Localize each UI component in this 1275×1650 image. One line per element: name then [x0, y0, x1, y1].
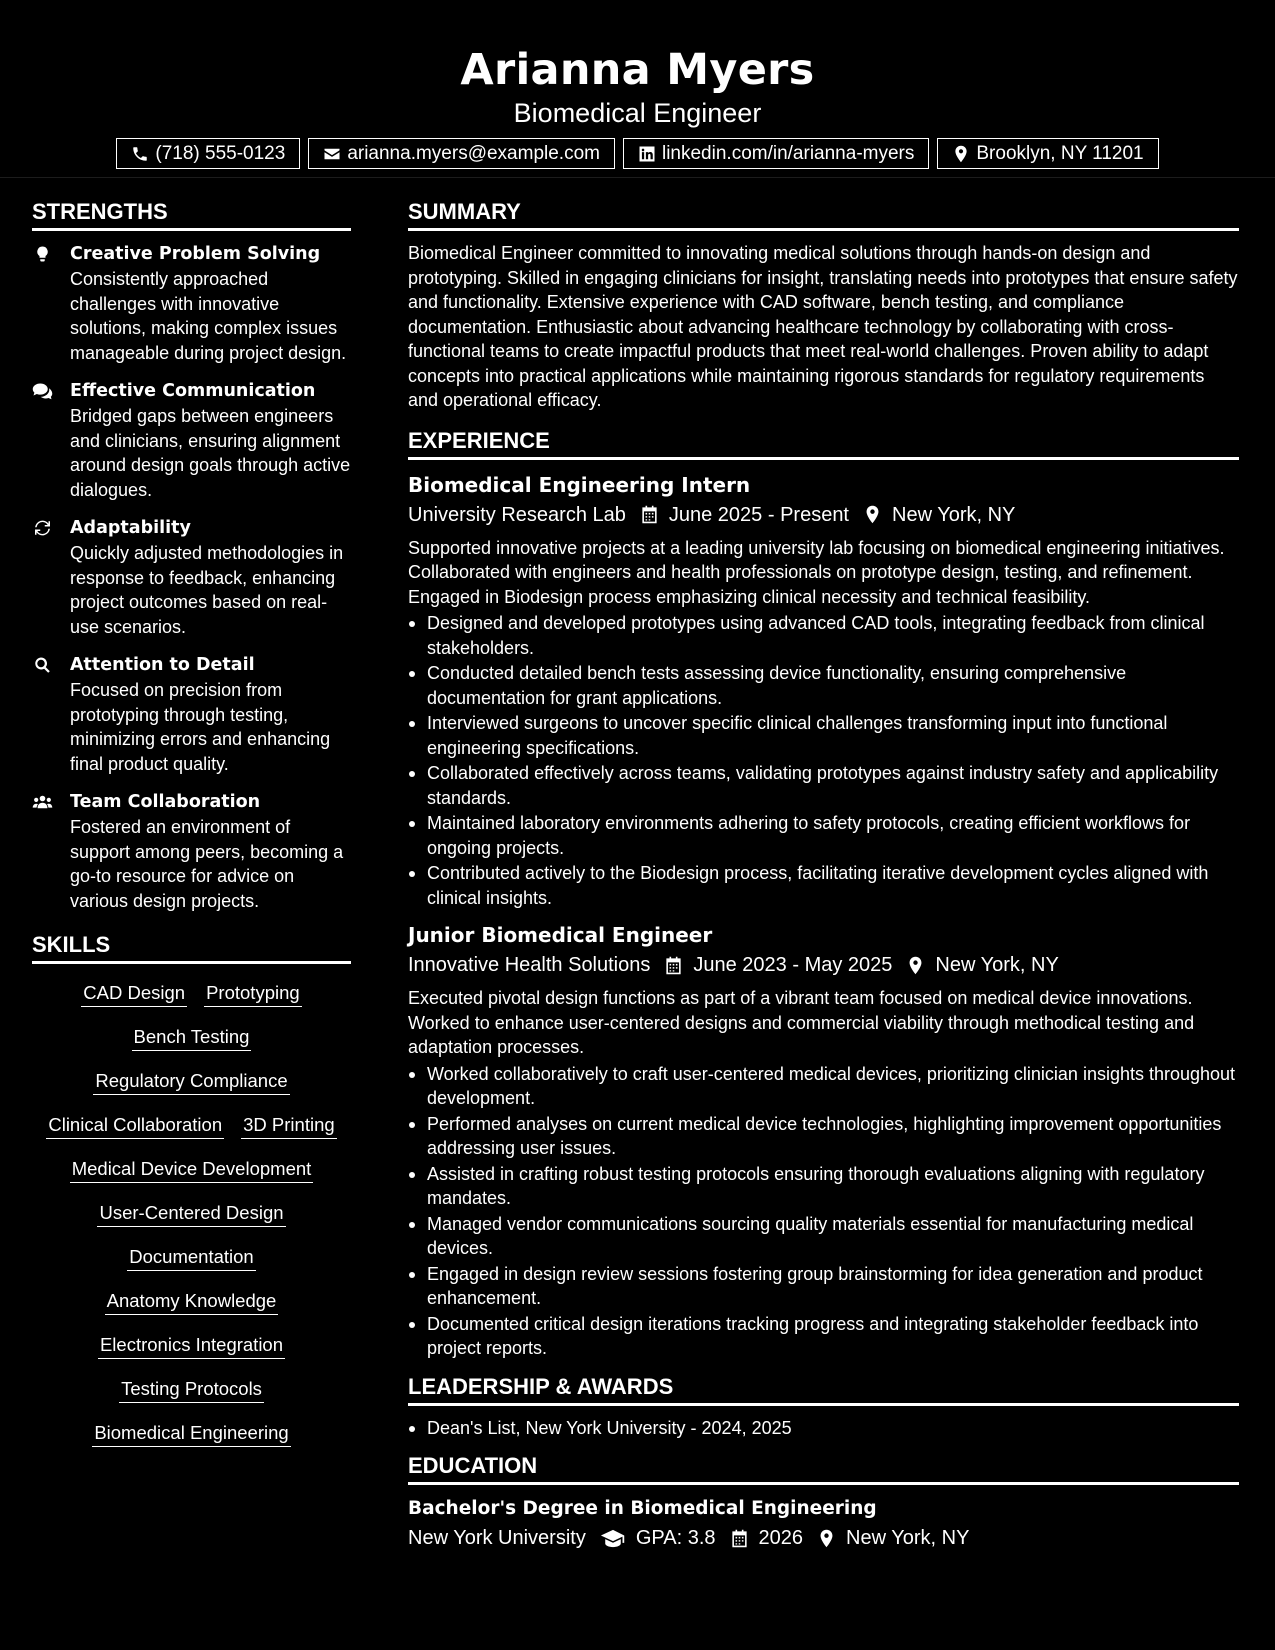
skill-tag: User-Centered Design: [97, 1200, 285, 1227]
strength-description: Focused on precision from prototyping through testing, minimizing errors and enhancing final product quality.: [70, 680, 331, 774]
skill-tag: Documentation: [127, 1244, 255, 1271]
awards-list: [408, 1416, 1239, 1441]
list-item: Collaborated effectively across teams, validating prototypes against industry safety and applicability standards.: [408, 761, 1239, 810]
job-meta: [408, 950, 1239, 980]
job-dates: June 2023 - May 2025: [693, 954, 893, 976]
strength-description: Quickly adjusted methodologies in response to feedback, enhancing project outcomes based on real-use scenarios.: [70, 543, 344, 637]
summary-heading: SUMMARY: [408, 196, 1239, 231]
graduation-year: 2026: [758, 1527, 804, 1549]
job-title: Junior Biomedical Engineer: [408, 923, 713, 947]
skill-tag: Bench Testing: [132, 1024, 252, 1051]
sync-icon: [32, 519, 53, 537]
list-item: Worked collaboratively to craft user-centered medical devices, prioritizing clinician insights throughout development.: [408, 1062, 1239, 1111]
job-meta: [408, 500, 1239, 530]
skill-tag: Medical Device Development: [70, 1156, 314, 1183]
strength-item: [32, 378, 351, 502]
skill-tag: Clinical Collaboration: [46, 1112, 224, 1139]
linkedin-icon: [638, 145, 656, 163]
gpa: GPA: 3.8: [635, 1527, 716, 1549]
strengths-list: [32, 241, 351, 913]
job-company: University Research Lab: [408, 503, 626, 526]
list-item: Assisted in crafting robust testing protocols ensuring thorough evaluations aligning with regulatory mandates.: [408, 1162, 1239, 1211]
comments-icon: [32, 382, 53, 400]
map-marker-icon: [817, 1529, 836, 1548]
list-item: Documented critical design iterations tracking progress and integrating stakeholder feedback into project reports.: [408, 1312, 1239, 1361]
strength-title: Attention to Detail: [70, 655, 255, 675]
map-marker-icon: [863, 505, 882, 524]
job-bullets: [408, 1062, 1239, 1361]
calendar-icon: [664, 956, 683, 975]
job-company: Innovative Health Solutions: [408, 954, 651, 976]
map-marker-icon: [952, 145, 970, 163]
skill-tag: Anatomy Knowledge: [105, 1288, 279, 1315]
list-item: Interviewed surgeons to uncover specific clinical challenges transforming input into functional engineering specifications.: [408, 711, 1239, 760]
search-icon: [32, 656, 53, 674]
strength-title: Team Collaboration: [70, 792, 261, 812]
job-bullets: [408, 611, 1239, 910]
candidate-name: Arianna Myers: [460, 45, 815, 95]
skill-tag: Testing Protocols: [119, 1376, 264, 1403]
email-text: arianna.myers@example.com: [347, 142, 600, 164]
school-name: New York University: [408, 1527, 586, 1549]
awards-heading: LEADERSHIP & AWARDS: [408, 1371, 1239, 1406]
job-entry: [408, 470, 1239, 911]
linkedin-text: linkedin.com/in/arianna-myers: [661, 142, 915, 164]
phone-icon: [131, 145, 149, 163]
skill-tag: Regulatory Compliance: [93, 1068, 289, 1095]
job-location: New York, NY: [935, 954, 1059, 976]
contact-location[interactable]: [937, 138, 1158, 169]
skill-tag: Prototyping: [204, 980, 302, 1007]
list-item: Dean's List, New York University - 2024, 2025: [408, 1416, 1239, 1441]
contact-linkedin[interactable]: [623, 138, 929, 169]
list-item: Managed vendor communications sourcing quality materials essential for manufacturing medical devices.: [408, 1212, 1239, 1261]
users-icon: [32, 793, 53, 811]
left-column: [32, 196, 351, 1447]
strengths-heading: STRENGTHS: [32, 196, 351, 231]
education-meta: [408, 1523, 1239, 1553]
list-item: Maintained laboratory environments adhering to safety protocols, creating efficient workflows for ongoing projects.: [408, 811, 1239, 860]
map-marker-icon: [906, 956, 925, 975]
strength-item: [32, 241, 351, 365]
strength-item: [32, 515, 351, 639]
list-item: Performed analyses on current medical device technologies, highlighting improvement opportunities addressing user issues.: [408, 1112, 1239, 1161]
skill-tag: 3D Printing: [241, 1112, 337, 1139]
skills-list: [32, 974, 351, 1447]
job-description: Supported innovative projects at a leading university lab focusing on biomedical engineering initiatives. Collaborated with engineers and health professionals on prototype design, testing, and refinement. Engaged in Biodesign process emphasizing clinical necessity and technical feasibility.: [408, 537, 1225, 607]
calendar-icon: [730, 1529, 749, 1548]
skill-tag: Biomedical Engineering: [92, 1420, 290, 1447]
summary-text: Biomedical Engineer committed to innovating medical solutions through hands-on design and prototyping. Skilled in engaging clinicians for insight, translating needs into prototypes that ensure safety and functionality. Extensive experience with CAD software, bench testing, and compliance documentation. Enthusiastic about advancing healthcare technology by collaborating with cross-functional teams to create impactful products that meet real-world challenges. Proven ability to adapt concepts into practical applications while maintaining rigorous standards for regulatory requirements and operational efficacy.: [408, 243, 1238, 410]
experience-heading: EXPERIENCE: [408, 425, 1239, 460]
skill-tag: CAD Design: [81, 980, 187, 1007]
right-column: [408, 196, 1239, 1559]
lightbulb-icon: [32, 245, 53, 263]
skill-tag: Electronics Integration: [98, 1332, 285, 1359]
strength-item: [32, 789, 351, 913]
strength-title: Creative Problem Solving: [70, 244, 321, 264]
list-item: Contributed actively to the Biodesign process, facilitating iterative development cycles aligned with clinical insights.: [408, 861, 1239, 910]
job-dates: June 2025 - Present: [668, 503, 849, 526]
strength-item: [32, 652, 351, 776]
graduation-cap-icon: [600, 1529, 626, 1548]
strength-title: Adaptability: [70, 518, 191, 538]
education-heading: EDUCATION: [408, 1450, 1239, 1485]
resume-header: [0, 0, 1275, 178]
contact-email[interactable]: [308, 138, 615, 169]
job-title: Biomedical Engineering Intern: [408, 472, 751, 497]
list-item: Engaged in design review sessions fostering group brainstorming for idea generation and product enhancement.: [408, 1262, 1239, 1311]
contact-bar: [0, 138, 1275, 169]
phone-text: (718) 555-0123: [155, 142, 286, 164]
strength-title: Effective Communication: [70, 381, 316, 401]
degree-title: Bachelor's Degree in Biomedical Engineering: [408, 1498, 877, 1519]
envelope-icon: [323, 145, 341, 163]
education-location: New York, NY: [846, 1527, 970, 1549]
strength-description: Consistently approached challenges with innovative solutions, making complex issues manageable during project design.: [70, 269, 347, 363]
job-entry: [408, 920, 1239, 1361]
job-description: Executed pivotal design functions as part of a vibrant team focused on medical device innovations. Worked to enhance user-centered designs and commercial viability through methodical testing and adaptation processes.: [408, 988, 1195, 1057]
candidate-role: Biomedical Engineer: [513, 98, 762, 128]
calendar-icon: [640, 505, 659, 524]
contact-phone[interactable]: [116, 138, 300, 169]
location-text: Brooklyn, NY 11201: [976, 142, 1144, 164]
strength-description: Fostered an environment of support among peers, becoming a go-to resource for advice on various design projects.: [70, 817, 344, 911]
strength-description: Bridged gaps between engineers and clinicians, ensuring alignment around design goals through active dialogues.: [70, 406, 351, 500]
education-entry: [408, 1495, 1239, 1553]
skills-heading: SKILLS: [32, 929, 351, 964]
list-item: Designed and developed prototypes using advanced CAD tools, integrating feedback from clinical stakeholders.: [408, 611, 1239, 660]
job-location: New York, NY: [892, 503, 1016, 526]
list-item: Conducted detailed bench tests assessing device functionality, ensuring comprehensive documentation for grant applications.: [408, 661, 1239, 710]
